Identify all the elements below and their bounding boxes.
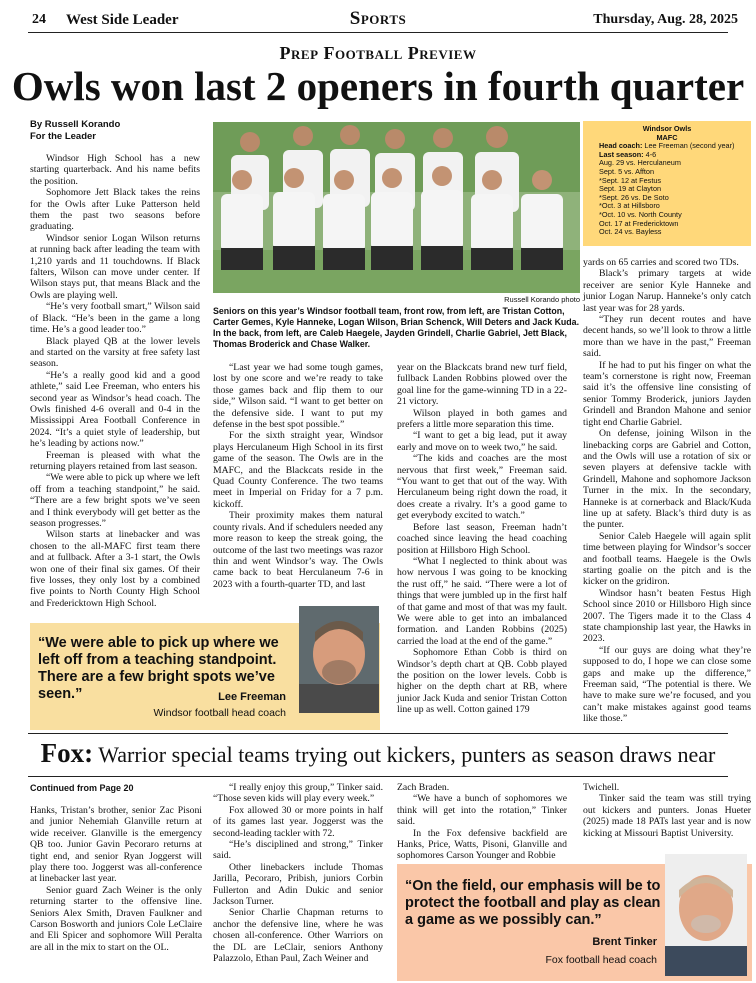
paragraph: Tinker said the team was still trying out kickers and punters. Jonas Hueter (2025) made 18 PATs last year and is now kicking at Missouri Baptist University. [583,793,751,839]
paragraph: Senior guard Zach Weiner is the only returning starter to the offensive line. Seniors Alex Smith, Draven Faulkner and Carson Bosworth and juniors Cole LeClaire and Eli Spicer and sophomore Will Peralta are all in the mix to start on the OL. [30,884,202,953]
schedule-box [583,121,751,246]
paragraph: If he had to put his finger on what the team’s cornerstone is right now, Freeman said it’s the offensive line consisting of senior Tommy Broderick, juniors Jayden Grindell and Brandon Mahone and senior tight end Charlie Gabriel. [583,359,751,428]
tinker-headshot [665,854,747,976]
photo-credit: Russell Korando photo [504,295,580,304]
paragraph: “He’s a really good kid and a good athlete,” said Lee Freeman, who enters his second year as Windsor’s head coach. The Owls finished 4-6 overall and 0-4 in the Mississippi Area Football Conference in 2024. “It’s a quiet style of leadership, but he’s leading by actions now.” [30,369,200,450]
paragraph: “We have a bunch of sophomores we think will get into the rotation,” Tinker said. [397,793,567,828]
story-column-3 [397,362,567,716]
fox-column-3 [397,782,567,862]
paragraph: “He’s disciplined and strong,” Tinker said. [213,839,383,862]
schedule-title: Windsor Owls [642,124,692,133]
paragraph: “What I neglected to think about was how nervous I was going to be knocking the rust off,” he said. “There were a lot of things that were jumbled up in the first half of that game and most of that was my fault. We were able to get into an imbalanced formation. and Landen Robbins (2025) carried the load at the end of the game.” [397,555,567,647]
schedule-game: *Sept. 12 at Festus [599,175,662,185]
paragraph: Black’s primary targets at wide receiver are senior Kyle Hanneke and junior Logan Narup. Hanneke’s only catch last year was for 28 yards. [583,268,751,314]
paragraph: Wilson starts at linebacker and was chosen to the all-MAFC first team there and at fullback. After a 3-1 start, the Owls won one of their final six games. Of their five losses, they only lost by a combined five points to North County High School and Fredericktown High School. [30,529,200,609]
paragraph: “If our guys are doing what they’re supposed to do, I hope we can close some gaps and make up the difference,” Freeman said, “The potential is there. We have to make sure we’re focused, and you can’t make mistakes against good teams like those.” [583,644,751,725]
paragraph: “Last year we had some tough games, lost by one score and we’re ready to take those games back and flip them to our side,” Wilson said. “I want to get better on the defensive side. I want to put my defense in the best spot possible.” [213,362,383,431]
pull-quote-title: Windsor football head coach [153,707,286,719]
paragraph: year on the Blackcats brand new turf field, fullback Landen Robbins plowed over the goal line for the game-winning TD in a 22-21 victory. [397,362,567,408]
publication-name: West Side Leader [66,12,179,28]
paragraph: In the Fox defensive backfield are Hanks, Price, Watts, Pisoni, Glanville and sophomores Carson Younger and Robbie [397,827,567,862]
paragraph: “They run decent routes and have decent hands, so we’ll look to throw a little more than we have in the past,” Freeman said. [583,314,751,360]
paragraph: Senior Caleb Haegele will again split time between playing for Windsor’s soccer and football teams. Haegele is the Owls starting goalie on the pitch and is the kicker on the gridiron. [583,530,751,588]
paragraph: Twichell. [583,782,620,793]
paragraph: Zach Braden. [397,782,450,793]
pull-quote-title: Fox football head coach [545,954,657,966]
schedule-game: Oct. 17 at Fredericktown [599,218,679,228]
page-header [12,6,744,32]
pull-quote-freeman [30,623,380,730]
continued-from: Continued from Page 20 [30,783,134,793]
paragraph: Their proximity makes them natural county rivals. And if schedulers needed any more reason to keep the streak going, the outcome of the last two meetings was razor thin and went Windsor’s way. The Owls came back to beat Herculaneum 7-6 in 2023 with a fourth-quarter TD, and last [213,510,383,590]
schedule-game: Oct. 24 vs. Bayless [599,227,662,237]
photo-caption: Seniors on this year’s Windsor football team, front row, from left, are Tristan Cotton, Carter Gemes, Kyle Hanneke, Logan Wilson, Brian Schenck, Will Deters and Jack Kuda. In the back, from left, are Caleb Haegele, Jayden Grindell, Charlie Gabriel, Jett Black, Thomas Broderick and Chase Walker. [213,306,580,349]
team-photo [213,122,580,293]
freeman-headshot [299,606,379,713]
paragraph: “He’s very football smart,” Wilson said of Black. “He’s been in the game a long time. He’s a good leader too.” [30,301,200,336]
schedule-subtitle: MAFC [656,132,678,142]
paragraph: Other linebackers include Thomas Jarilla, Pecoraro, Pribish, juniors Corbin Fullerton and Adin Dukic and senior Jackson Turner. [213,861,383,908]
paragraph: Windsor senior Logan Wilson returns at running back after leading the team with 1,210 yards and 11 touchdowns. If Black falters, Wilson can move under center. If Wilson stays put, that means Black and the Owls are playing well. [30,232,200,301]
byline [30,119,210,143]
schedule-season: Last season: 4-6 [599,149,657,159]
paragraph: Freeman is pleased with what the returning players retained from last season. [30,449,200,472]
pull-quote-name: Brent Tinker [592,936,657,948]
section-name: Sports [349,8,407,29]
paragraph: “I want to get a big lead, put it away early and move on to week two,” he said. [397,430,567,453]
page-number: 24 [32,12,46,27]
schedule-game: *Oct. 3 at Hillsboro [599,201,660,211]
paragraph: “The kids and coaches are the most nervous that first week,” Freeman said. “You want to get that out of the way. With Herculaneum being right down the road, it does create a rivalry. It’s a good game to get everybody excited to watch.” [397,453,567,522]
byline-org: For the Leader [30,131,96,142]
fox-column-2 [213,782,383,965]
header-rule [28,32,728,33]
fox-headline [0,738,756,769]
pull-quote-text: “We were able to pick up where we left off from a teaching standpoint. There are a few bright spots we’ve seen.” [38,635,279,702]
section-rule [28,733,728,734]
paragraph: yards on 65 carries and scored two TDs. [583,257,739,268]
paragraph: Fox allowed 30 or more points in half of its games last year. Joggerst was the second-leading tackler with 72. [213,804,383,839]
paragraph: Before last season, Freeman hadn’t coached since leaving the head coaching position at Hillsboro High School. [397,521,567,556]
pull-quote-name: Lee Freeman [218,691,286,703]
schedule-coach: Head coach: Lee Freeman (second year) [599,141,735,151]
story-column-1 [30,153,200,609]
paragraph: Windsor hasn’t beaten Festus High School since 2010 or Hillsboro High since 2007. The Tigers made it to the Class 4 state championship last year, the Hawks in 2023. [583,587,751,645]
paragraph: Black played QB at the lower levels and started on the varsity at free safety last season. [30,335,200,370]
pull-quote-tinker [397,864,752,981]
paragraph: “We were able to pick up where we left off from a teaching standpoint,” he said. “There are a few bright spots we’ve seen and I think everybody will get better as the season progresses.” [30,472,200,529]
fox-rule [28,776,728,777]
paragraph: Sophomore Jett Black takes the reins for the Owls after Luke Patterson held them the past two seasons before graduating. [30,187,200,233]
issue-date: Thursday, Aug. 28, 2025 [593,12,738,27]
fox-headline-text: Warrior special teams trying out kickers, punters as season draws near [98,742,716,767]
schedule-game: Sept. 5 vs. Affton [599,166,655,176]
schedule-game: *Sept. 26 vs. De Soto [599,192,669,202]
paragraph: Windsor High School has a new starting quarterback. And his name befits the position. [30,153,200,187]
kicker: Prep Football Preview [279,43,477,63]
paragraph: “I really enjoy this group,” Tinker said. “Those seven kids will play every week.” [213,782,383,805]
paragraph: For the sixth straight year, Windsor plays Herculaneum High School in its first game of the season. The Owls are in the MAFC, and the Blackcats reside in the Quad County Conference. The two teams meet in Imperial on Friday for a 7 p.m. kickoff. [213,430,383,510]
byline-name: By Russell Korando [30,119,121,130]
story-column-2 [213,362,383,590]
paragraph: Sophomore Ethan Cobb is third on Windsor’s depth chart at QB. Cobb played the position on the lower levels. Cobb is higher on the depth chart at RB, where junior Jack Kuda and senior Tristan Cotton line up as well. Cotton gained 179 [397,647,567,716]
fox-column-1 [30,805,202,953]
pull-quote-text: “On the field, our emphasis will be to protect the football and play as clean a game as we possibly can.” [405,878,661,928]
paragraph: Wilson played in both games and prefers a little more separation this time. [397,407,567,431]
schedule-game: *Oct. 10 vs. North County [599,209,682,219]
schedule-game: Aug. 29 vs. Herculaneum [599,158,681,168]
paragraph: On defense, joining Wilson in the linebacking corps are Gabriel and Cotton, and the Owls will use a rotation of six or seven players at defensive tackle with Grindell, Mahone and sophomore Jackson Turner in the mix. In the secondary, Hanneke is at cornerback and Black/Kuda line up at safety. Black’s third duty is as the punter. [583,428,751,531]
paragraph: Hanks, Tristan’s brother, senior Zac Pisoni and junior Nehemiah Glanville return at wide receiver. Glanville is the emergency QB too. Junior Gavin Pecoraro returns at tight end, and senior Ryan Joggerst will play there too. Joggerst was all-conference at linebacker last year. [30,805,202,885]
headline: Owls won last 2 openers in fourth quarter [11,63,745,109]
schedule-game: Sept. 19 at Clayton [599,184,662,194]
fox-column-4 [583,782,751,839]
story-column-4 [583,257,751,725]
paragraph: Senior Charlie Chapman returns to anchor the defensive line, where he was chosen all-conference. Other Warriors on the DL are LeClair, seniors Anthony Palazzolo, Ethan Paul, Zach Weiner and [213,907,383,965]
fox-label: Fox: [40,738,94,768]
